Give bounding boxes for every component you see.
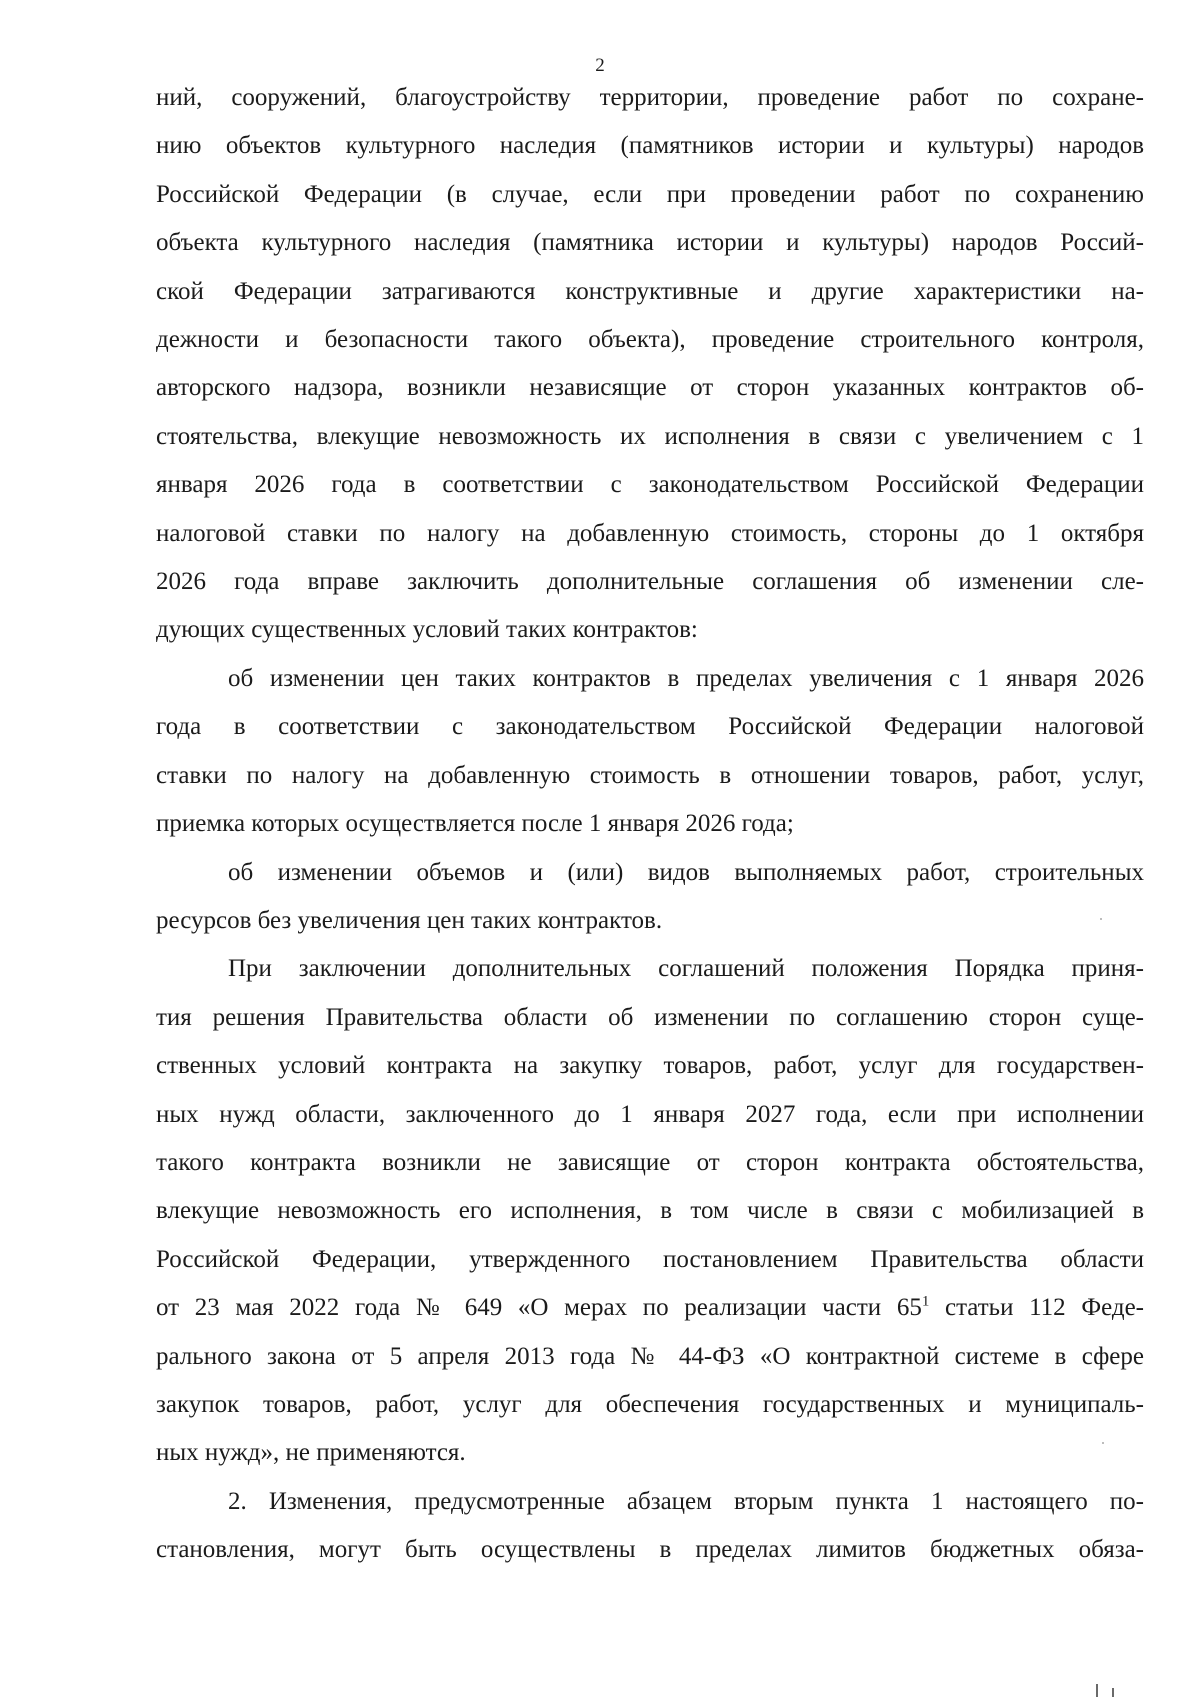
text-line: влекущие невозможность его исполнения, в том числе в связи с мобилизацией в	[156, 1197, 1144, 1225]
text-line: дующих существенных условий таких контрактов:	[156, 616, 698, 644]
text-line: ственных условий контракта на закупку товаров, работ, услуг для государствен-	[156, 1052, 1144, 1080]
text-segment: ального закона от 5 апреля 2013 года № 44-ФЗ «О контрактной системе в сфере	[168, 1342, 1144, 1370]
paragraph-volume-change	[156, 849, 1144, 946]
paragraph-price-change	[156, 655, 1144, 849]
scan-speck	[1102, 1442, 1104, 1444]
text-line: закупок товаров, работ, услуг для обеспечения государственных и муниципаль-	[156, 1390, 1144, 1418]
paragraph-continuation	[156, 74, 1144, 655]
text-line: 2026 года вправе заключить дополнительные соглашения об изменении сле-	[156, 568, 1144, 596]
text-line: нию объектов культурного наследия (памятников истории и культуры) народов	[156, 132, 1144, 160]
text-line: дежности и безопасности такого объекта), проведение строительного контроля,	[156, 326, 1144, 354]
text-segment: статьи 112 Феде-	[929, 1294, 1144, 1322]
text-line: Российской Федерации (в случае, если при проведении работ по сохранению	[156, 180, 1144, 208]
page-number: 2	[595, 55, 605, 76]
text-line: об изменении объемов и (или) видов выполняемых работ, строительных	[228, 858, 1144, 886]
text-line: Российской Федерации, утвержденного постановлением Правительства области	[156, 1245, 1144, 1273]
text-line: ний, сооружений, благоустройству территории, проведение работ по сохране-	[156, 84, 1144, 111]
text-line: ставки по налогу на добавленную стоимость в отношении товаров, работ, услуг,	[156, 761, 1144, 789]
document-body	[156, 74, 1144, 1575]
scan-speck	[1100, 918, 1102, 920]
text-segment: р	[156, 1342, 169, 1370]
text-line: об изменении цен таких контрактов в пределах увеличения с 1 января 2026	[228, 664, 1144, 692]
text-line: ных нужд области, заключенного до 1 января 2027 года, если при исполнении	[156, 1100, 1144, 1128]
text-line: приемка которых осуществляется после 1 января 2026 года;	[156, 810, 794, 838]
text-line: При заключении дополнительных соглашений положения Порядка приня-	[228, 955, 1144, 983]
text-line: становления, могут быть осуществлены в пределах лимитов бюджетных обяза-	[156, 1536, 1144, 1564]
text-line: года в соответствии с законодательством Российской Федерации налоговой	[156, 713, 1144, 741]
text-line: ской Федерации затрагиваются конструктивные и другие характеристики на-	[156, 277, 1144, 305]
text-line: налоговой ставки по налогу на добавленную стоимость, стороны до 1 октября	[156, 519, 1144, 547]
paragraph-point-2	[156, 1478, 1144, 1575]
text-line: такого контракта возникли не зависящие от сторон контракта обстоятельства,	[156, 1148, 1144, 1176]
superscript-index: 1	[921, 1293, 930, 1310]
text-line: ресурсов без увеличения цен таких контрактов.	[156, 906, 663, 934]
text-line-with-superscript	[156, 1284, 1144, 1332]
text-line: объекта культурного наследия (памятника истории и культуры) народов Россий-	[156, 229, 1144, 257]
scan-mark	[1096, 1684, 1098, 1697]
scan-mark	[1112, 1688, 1114, 1697]
text-line: тия решения Правительства области об изменении по соглашению сторон суще-	[156, 1003, 1144, 1031]
text-line: авторского надзора, возникли независящие от сторон указанных контрактов об-	[156, 374, 1144, 402]
text-line: ных нужд», не применяются.	[156, 1439, 466, 1467]
text-line: стоятельства, влекущие невозможность их исполнения в связи с увеличением с 1	[156, 422, 1144, 450]
text-segment: от 23 мая 2022 года № 649 «О мерах по реализации части 65	[156, 1294, 922, 1322]
paragraph-additional-agreements	[156, 945, 1144, 1477]
text-line	[156, 1333, 1144, 1381]
text-line: 2. Изменения, предусмотренные абзацем вторым пункта 1 настоящего по-	[228, 1487, 1144, 1515]
text-line: января 2026 года в соответствии с законодательством Российской Федерации	[156, 471, 1144, 499]
